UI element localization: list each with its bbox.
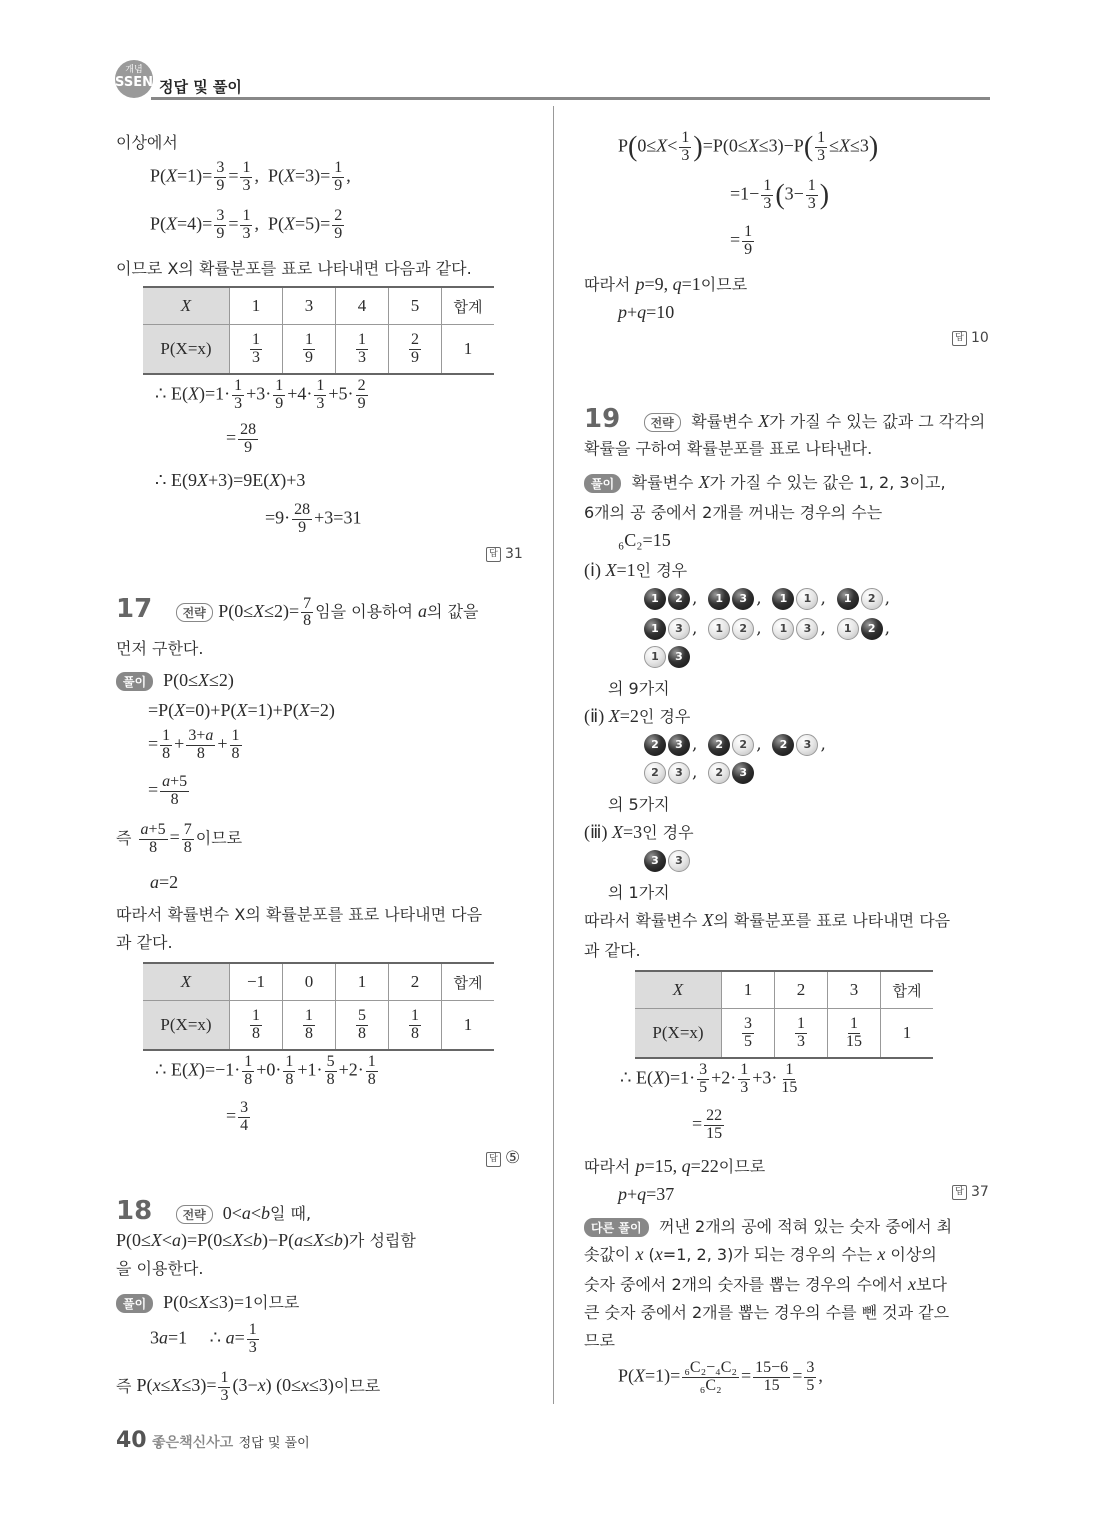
table-header: 3 (283, 287, 336, 325)
intro-text: 이상에서 (116, 133, 178, 152)
strategy-text-2: 먼저 구한다. (116, 639, 204, 658)
table-row-label: P(X=x) (143, 1001, 230, 1051)
table-header: 2 (775, 971, 828, 1009)
case-3-label: (ⅲ) X=3인 경우 (584, 822, 694, 842)
ball-black-1: 1 (772, 588, 794, 610)
table-header: 1 (336, 963, 389, 1001)
alt-solution-l5: 므로 (584, 1331, 615, 1350)
solution-17-l7: 따라서 확률변수 X의 확률분포를 표로 나타내면 다음 (116, 905, 483, 924)
alt-solution-l3: 숫자 중에서 2개의 숫자를 뽑는 경우의 수에서 x보다 (584, 1274, 947, 1294)
table-cell: $\frac{1}{8}$ (230, 1001, 283, 1051)
table-cell: $\frac{1}{9}$ (283, 325, 336, 375)
table-cell: $\frac{1}{8}$ (283, 1001, 336, 1051)
solution-18-l2: 3a=1 ∴ a= $\frac{1}{3}$ (150, 1321, 257, 1356)
dist-table-16 (143, 286, 494, 375)
eq-line-2: P(X=4)= $\frac{3}{9}$ = $\frac{1}{3}$ , P(X=5)= $\frac{2}{9}$ (150, 207, 343, 242)
logo-top: 개념 (125, 65, 143, 75)
ball-black-2: 2 (772, 734, 794, 756)
case-2-balls-row2: 2 3 , 2 3 (644, 762, 756, 784)
table-header: 2 (389, 963, 442, 1001)
solution-17-l2: =P(X=0)+P(X=1)+P(X=2) (148, 700, 335, 720)
solution-19-l2: 6개의 공 중에서 2개를 꺼내는 경우의 수는 (584, 503, 883, 522)
ex-result-17: = $\frac{3}{4}$ (226, 1099, 249, 1134)
footer-label: 정답 및 풀이 (238, 1436, 310, 1451)
table-header: 1 (722, 971, 775, 1009)
conclusion-19-l2: p+q=37 (618, 1184, 675, 1204)
ex-result-16: = $\frac{28}{9}$ (226, 421, 257, 456)
ball-white-1: 1 (644, 646, 666, 668)
dist-text-19: 따라서 확률변수 X의 확률분포를 표로 나타내면 다음 (584, 910, 951, 930)
footer-brand: 좋은책신사고 (152, 1435, 234, 1451)
solution-17-l5: 즉 $\frac{a+5}{8}$ = $\frac{7}{8}$ 이므로 (116, 821, 243, 856)
logo-main: SSEN (115, 75, 153, 90)
case-1-label: (ⅰ) X=1인 경우 (584, 560, 688, 580)
column-divider (553, 106, 554, 1404)
ball-white-1: 1 (837, 618, 859, 640)
dist-table-19 (635, 970, 933, 1059)
ex-line-17: ∴ E(X)=−1· $\frac{1}{8}$ +0· $\frac{1}{8}$ +1· $\frac{5}{8}$ +2· $\frac{1}{8}$ (155, 1053, 376, 1088)
table-cell: $\frac{1}{8}$ (389, 1001, 442, 1051)
ball-black-2: 2 (708, 734, 730, 756)
table-cell: $\frac{1}{3}$ (775, 1009, 828, 1059)
ball-black-2: 2 (644, 734, 666, 756)
right-top-l3: = $\frac{1}{9}$ (730, 223, 753, 258)
table-header: 합계 (442, 287, 495, 325)
solution-badge: 풀이 (116, 672, 153, 691)
right-top-l1: P(0≤X< $\frac{1}{3}$ )=P(0≤X≤3)−P( $\frac{1}{3}$ ≤X≤3) (618, 129, 879, 164)
table-header: −1 (230, 963, 283, 1001)
table-row-label: P(X=x) (635, 1009, 722, 1059)
dist-text-19-2: 과 같다. (584, 941, 641, 960)
case-2-balls-row1: 2 3 , 2 2 , 2 3 , (644, 734, 826, 756)
footer (116, 1428, 310, 1453)
e9-result: =9· $\frac{28}{9}$ +3=31 (265, 501, 362, 536)
page-title: 정답 및 풀이 (159, 78, 242, 96)
table-header: X (143, 963, 230, 1001)
right-top-l5: p+q=10 (618, 302, 675, 322)
ball-white-1: 1 (796, 588, 818, 610)
table-cell: $\frac{2}{9}$ (389, 325, 442, 375)
alt-solution-l4: 큰 숫자 중에서 2개를 뽑는 경우의 수를 뺀 것과 같으 (584, 1303, 950, 1322)
problem-number: 18 (116, 1196, 153, 1226)
ball-white-3: 3 (668, 762, 690, 784)
table-header: 4 (336, 287, 389, 325)
strategy-text-2: 확률을 구하여 확률분포를 표로 나타낸다. (584, 439, 873, 458)
solution-17-l1: 풀이 P(0≤X≤2) (116, 670, 234, 691)
strategy-text: 확률변수 X가 가질 수 있는 값과 그 각각의 (686, 411, 986, 431)
table-cell: $\frac{1}{15}$ (828, 1009, 881, 1059)
strategy-text-2: P(0≤X<a)=P(0≤X≤b)−P(a≤X≤b)가 성립함 (116, 1230, 416, 1250)
ball-black-3: 3 (732, 588, 754, 610)
alt-solution-l1: 다른 풀이 꺼낸 2개의 공에 적혀 있는 숫자 중에서 최 (584, 1214, 952, 1237)
problem-18-header (116, 1196, 311, 1226)
solution-badge: 풀이 (584, 474, 621, 493)
case-3-balls-row1 (644, 850, 692, 872)
strategy-badge: 전략 (644, 413, 681, 432)
table-header: X (143, 287, 230, 325)
alt-solution-badge: 다른 풀이 (584, 1218, 649, 1237)
table-header: 0 (283, 963, 336, 1001)
ball-white-3: 3 (668, 618, 690, 640)
solution-badge: 풀이 (116, 1294, 153, 1313)
conclusion-19-l1: 따라서 p=15, q=22이므로 (584, 1156, 766, 1176)
ball-black-3: 3 (644, 850, 666, 872)
e9-line: ∴ E(9X+3)=9E(X)+3 (155, 470, 306, 490)
alt-solution-eq: P(X=1)= $\frac{\text{₆C₂−₄C₂}}{\text{₆C₂}}$ = $\frac{15-6}{15}$ = $\frac{3}{5}$ , (618, 1359, 823, 1394)
table-cell: $\frac{5}{8}$ (336, 1001, 389, 1051)
solution-18-l3: 즉 P(x≤X≤3)= $\frac{1}{3}$ (3−x) (0≤x≤3)이므로 (116, 1369, 381, 1404)
dist-table-17 (143, 962, 494, 1051)
ball-black-3: 3 (668, 646, 690, 668)
table-header: 5 (389, 287, 442, 325)
alt-solution-l2: 솟값이 x (x=1, 2, 3)가 되는 경우의 수는 x 이상의 (584, 1244, 937, 1264)
table-header: 합계 (442, 963, 495, 1001)
ex-line-16: ∴ E(X)=1· $\frac{1}{3}$ +3· $\frac{1}{9}$ +4· $\frac{1}{3}$ +5· $\frac{2}{9}$ (155, 377, 366, 412)
case-1-balls-row2: 1 3 , 1 2 , 1 3 , 1 2 , (644, 618, 890, 640)
case-2-count: 의 5가지 (608, 795, 670, 814)
ball-white-3: 3 (796, 734, 818, 756)
table-header: 3 (828, 971, 881, 1009)
ball-black-1: 1 (644, 588, 666, 610)
case-1-count: 의 9가지 (608, 679, 670, 698)
header (115, 60, 990, 102)
strategy-text: 0<a<b일 때, (218, 1203, 312, 1223)
ex-line-19: ∴ E(X)=1· $\frac{3}{5}$ +2· $\frac{1}{3}$ +3· $\frac{1}{15}$ (620, 1061, 798, 1096)
table-cell: 1 (442, 1001, 495, 1051)
table-cell: $\frac{1}{3}$ (336, 325, 389, 375)
ball-white-2: 2 (732, 618, 754, 640)
ex-result-19: = $\frac{22}{15}$ (692, 1107, 723, 1142)
table-header: 합계 (881, 971, 934, 1009)
eq-line-1: P(X=1)= $\frac{3}{9}$ = $\frac{1}{3}$ , P(X=3)= $\frac{1}{9}$ , (150, 159, 351, 194)
strategy-badge: 전략 (176, 603, 213, 622)
answer-18: 답 10 (952, 330, 989, 346)
table-cell: $\frac{3}{5}$ (722, 1009, 775, 1059)
problem-number: 19 (584, 404, 621, 434)
page-number: 40 (116, 1428, 147, 1453)
problem-19-header (584, 404, 985, 434)
ball-white-1: 1 (772, 618, 794, 640)
answer-16: 답 31 (486, 546, 523, 562)
logo (115, 60, 153, 98)
table-cell: $\frac{1}{3}$ (230, 325, 283, 375)
case-3-count: 의 1가지 (608, 883, 670, 902)
solution-17-l3: = $\frac{1}{8}$ + $\frac{3+a}{8}$ + $\frac{1}{8}$ (148, 727, 240, 762)
ball-white-1: 1 (708, 618, 730, 640)
strategy-text: P(0≤X≤2)= $\frac{7}{8}$ 임을 이용하여 a의 값을 (218, 594, 479, 630)
ball-black-1: 1 (644, 618, 666, 640)
solution-17-l6: a=2 (150, 872, 179, 892)
table-cell: 1 (881, 1009, 934, 1059)
case-1-balls-row3 (644, 646, 692, 668)
solution-18-l1: 풀이 P(0≤X≤3)=1이므로 (116, 1290, 299, 1313)
ball-white-2: 2 (861, 588, 883, 610)
answer-17: 답 ⑤ (486, 1148, 520, 1168)
solution-17-l4: = $\frac{a+5}{8}$ (148, 773, 188, 808)
problem-number: 17 (116, 594, 153, 624)
dist-text: 이므로 X의 확률분포를 표로 나타내면 다음과 같다. (116, 259, 472, 278)
strategy-text-3: 을 이용한다. (116, 1259, 204, 1278)
case-1-balls-row1: 1 2 , 1 3 , 1 1 , 1 2 , (644, 588, 890, 610)
header-rule (151, 97, 990, 100)
strategy-badge: 전략 (176, 1205, 213, 1224)
ball-black-1: 1 (708, 588, 730, 610)
ball-white-2: 2 (644, 762, 666, 784)
ball-black-1: 1 (837, 588, 859, 610)
ball-white-2: 2 (732, 734, 754, 756)
table-cell: 1 (442, 325, 495, 375)
right-top-l2: =1− $\frac{1}{3}$ (3− $\frac{1}{3}$ ) (730, 177, 830, 212)
solution-19-l3: ₆C₂=15 (618, 530, 671, 550)
ball-white-2: 2 (708, 762, 730, 784)
table-row-label: P(X=x) (143, 325, 230, 375)
problem-17-header (116, 594, 479, 630)
solution-17-l8: 과 같다. (116, 933, 173, 952)
ball-black-3: 3 (732, 762, 754, 784)
ball-white-3: 3 (796, 618, 818, 640)
case-2-label: (ⅱ) X=2인 경우 (584, 706, 691, 726)
ball-white-3: 3 (668, 850, 690, 872)
ball-black-2: 2 (861, 618, 883, 640)
solution-19-l1: 풀이 확률변수 X가 가질 수 있는 값은 1, 2, 3이고, (584, 470, 946, 493)
right-top-l4: 따라서 p=9, q=1이므로 (584, 274, 748, 294)
table-header: 1 (230, 287, 283, 325)
ball-black-2: 2 (668, 588, 690, 610)
answer-19: 답 37 (952, 1184, 989, 1200)
ball-black-3: 3 (668, 734, 690, 756)
table-header: X (635, 971, 722, 1009)
